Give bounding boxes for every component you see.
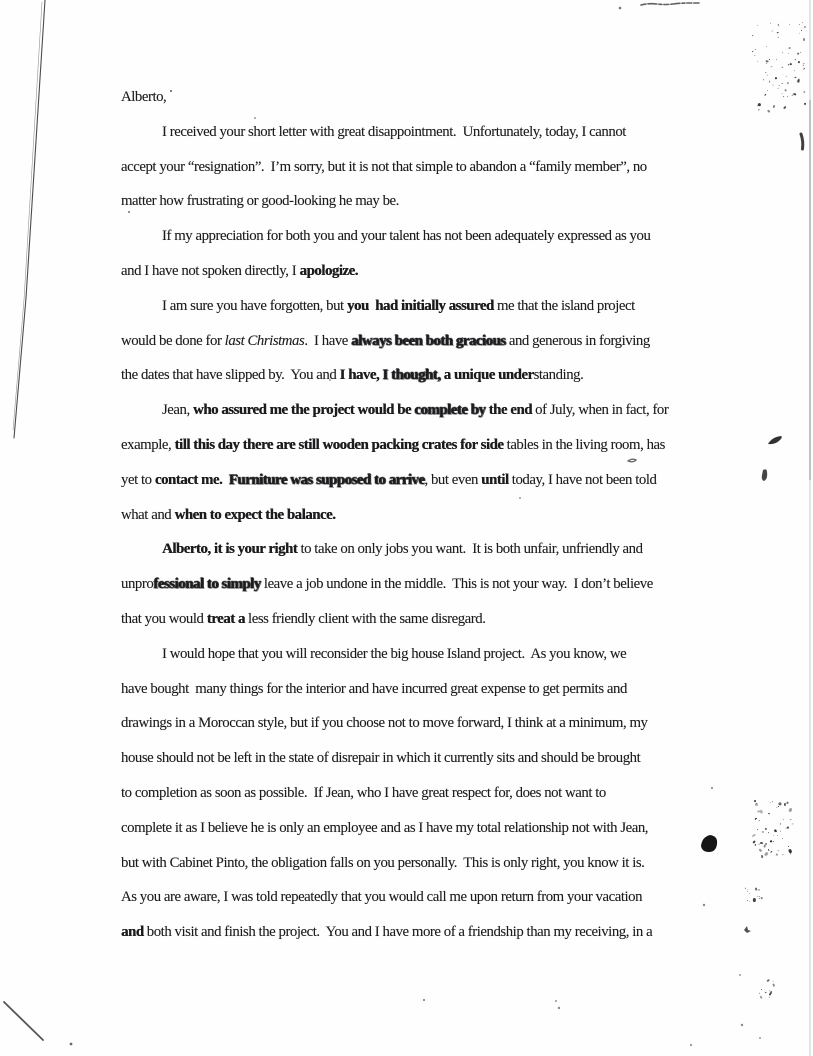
toner-speck — [762, 830, 765, 833]
toner-speck — [767, 90, 768, 91]
toner-speck — [772, 984, 774, 987]
letter-text-segment: standing. — [533, 367, 584, 384]
letter-text-segment: who assured me the project would be — [193, 402, 415, 419]
toner-speck — [749, 901, 750, 902]
toner-speck — [763, 845, 766, 848]
letter-text-segment: . I have — [304, 332, 352, 349]
toner-speck — [768, 813, 770, 815]
letter-text-segment: leave a job undone in the middle. This is not your way. I don’t believe — [260, 576, 653, 593]
toner-speck — [769, 991, 772, 995]
toner-speck — [781, 837, 782, 838]
toner-speck — [757, 25, 758, 26]
toner-speck — [773, 85, 774, 86]
toner-speck — [799, 24, 800, 25]
toner-speck — [758, 103, 761, 106]
letter-text-segment: I thought, — [382, 367, 441, 384]
toner-speck — [746, 891, 747, 892]
letter-text-segment: contact me. — [154, 471, 229, 488]
toner-speck — [748, 893, 749, 894]
toner-speck — [792, 823, 794, 825]
letter-line — [121, 86, 701, 121]
toner-speck — [766, 45, 767, 46]
toner-speck — [789, 819, 791, 820]
toner-speck — [775, 77, 778, 80]
letter-line — [121, 608, 701, 643]
toner-speck — [759, 993, 760, 994]
toner-speck — [759, 898, 760, 899]
toner-speck — [788, 808, 792, 812]
letter-text-segment: but with Cabinet Pinto, the obligation falls on you personally. This is only right, you know it is. — [121, 854, 645, 871]
letter-line — [121, 504, 701, 539]
toner-speck — [773, 981, 774, 982]
letter-line — [121, 434, 701, 469]
toner-speck — [755, 818, 757, 820]
dust-dot — [555, 1000, 557, 1002]
toner-speck — [788, 849, 792, 854]
letter-text-segment: I received your short letter with great disappointment. Unfortunately, today, I cannot — [162, 123, 626, 140]
toner-speck — [771, 993, 772, 994]
toner-speck — [766, 60, 769, 63]
toner-speck — [776, 807, 777, 808]
dust-dot — [739, 974, 741, 976]
toner-speck — [773, 829, 776, 832]
toner-speck — [765, 828, 768, 830]
toner-speck — [766, 991, 767, 992]
toner-speck — [758, 849, 761, 853]
letter-line — [121, 156, 701, 191]
toner-speck — [792, 95, 793, 96]
letter-text-segment: complete it as I believe he is only an employee and as I have my total relationship not with Jean, — [121, 819, 649, 836]
toner-speck — [776, 853, 778, 855]
letter-text-segment: today, I have not been told — [508, 471, 657, 488]
toner-speck — [756, 803, 757, 804]
toner-speck — [796, 80, 800, 84]
toner-speck — [757, 810, 760, 812]
toner-speck — [773, 835, 774, 836]
toner-speck — [789, 23, 790, 24]
letter-text-segment: the end — [485, 402, 532, 419]
toner-speck — [770, 802, 772, 804]
letter-text-segment: Jean, — [162, 402, 193, 419]
toner-speck — [758, 109, 760, 111]
toner-speck — [754, 54, 756, 56]
ink-speck-right-margin-lower — [762, 469, 767, 481]
toner-speck — [759, 844, 760, 845]
toner-speck — [776, 58, 777, 59]
toner-speck — [802, 22, 803, 23]
toner-speck — [754, 800, 757, 803]
toner-speck — [757, 896, 758, 897]
toner-speck — [803, 65, 804, 66]
dust-dot — [423, 999, 425, 1001]
letter-text-segment: that you would — [121, 610, 207, 627]
page-edge-line-right — [809, 0, 810, 1056]
dust-dot — [690, 1044, 692, 1046]
toner-smudge-mid-right — [752, 800, 794, 858]
letter-text-segment: Furniture was supposed to arrive — [228, 471, 425, 488]
letter-text-segment: example, — [121, 436, 175, 453]
scratch-line-top-left-ghost — [13, 2, 42, 430]
letter-line — [121, 886, 701, 921]
toner-speck — [753, 898, 756, 902]
toner-speck — [782, 67, 783, 68]
toner-speck — [759, 842, 762, 844]
letter-text-segment: till this day there are still wooden packing crates for side — [174, 436, 504, 453]
edge-dash-right — [801, 134, 803, 149]
toner-speck — [782, 52, 783, 53]
toner-speck — [755, 843, 757, 845]
toner-speck — [798, 79, 800, 82]
toner-speck — [755, 49, 756, 50]
toner-speck — [759, 820, 760, 821]
toner-speck — [788, 826, 790, 829]
letter-line — [121, 190, 701, 225]
letter-text-segment: As you are aware, I was told repeatedly that you would call me upon return from your vacation — [121, 889, 643, 906]
toner-speck — [759, 996, 762, 999]
dust-dot — [619, 7, 622, 10]
toner-speck — [764, 71, 766, 73]
toner-speck — [747, 889, 749, 891]
toner-speck — [787, 96, 788, 97]
toner-speck — [786, 76, 787, 77]
toner-speck — [795, 77, 797, 78]
toner-speck — [758, 809, 763, 814]
scratch-line-bottom-left — [4, 1002, 43, 1040]
toner-speck — [803, 102, 806, 105]
toner-speck — [752, 833, 756, 837]
letter-text-segment: yet to — [121, 471, 155, 488]
ink-speck-pen-tail — [744, 926, 751, 933]
toner-speck — [788, 47, 790, 49]
letter-body — [121, 86, 701, 956]
letter-line — [121, 678, 701, 713]
toner-speck — [780, 823, 782, 825]
toner-speck — [757, 888, 760, 891]
toner-speck — [771, 66, 773, 67]
toner-speck — [767, 979, 771, 982]
letter-line — [121, 747, 701, 782]
toner-speck — [753, 840, 756, 843]
toner-speck — [788, 846, 789, 847]
letter-line — [121, 469, 701, 504]
toner-speck — [770, 23, 771, 24]
letter-text-segment: I have, — [339, 367, 383, 384]
toner-speck — [778, 806, 779, 807]
toner-speck — [790, 853, 792, 855]
toner-speck — [745, 888, 746, 889]
toner-speck — [786, 82, 788, 84]
letter-line — [121, 538, 701, 573]
toner-speck — [782, 83, 783, 84]
letter-line — [121, 225, 701, 260]
letter-text-segment: matter how frustrating or good-looking he may be. — [121, 193, 399, 210]
toner-speck — [762, 79, 764, 80]
letter-text-segment: when to expect the balance. — [174, 506, 336, 523]
toner-speck — [761, 896, 763, 898]
letter-line — [121, 782, 701, 817]
letter-text-segment: to completion as soon as possible. If Jean, who I have great respect for, does not want to — [121, 784, 606, 801]
dust-dot — [759, 1037, 761, 1039]
toner-speck — [799, 33, 800, 34]
letter-line — [121, 712, 701, 747]
toner-speck — [769, 997, 770, 998]
toner-speck — [755, 888, 757, 891]
page-edge-line-right-dark-segment — [809, 100, 811, 480]
letter-text-segment: house should not be left in the state of disrepair in which it currently sits and should be brought — [121, 750, 641, 767]
letter-text-segment: tables in the living room, has — [503, 436, 665, 453]
toner-speck — [775, 829, 777, 831]
toner-speck — [803, 67, 805, 69]
toner-speck — [803, 37, 806, 41]
letter-text-segment: treat a — [206, 610, 245, 627]
dust-dot — [703, 904, 705, 906]
toner-speck — [788, 53, 789, 54]
letter-text-segment: If my appreciation for both you and your talent has not been adequately expressed as you — [162, 228, 651, 245]
letter-text-segment: and I have not spoken directly, I — [121, 262, 300, 279]
toner-speck — [752, 51, 753, 52]
toner-speck — [770, 851, 772, 853]
toner-speck-bottom-right — [758, 976, 776, 998]
toner-speck — [769, 840, 772, 842]
letter-text-segment: I am sure you have forgotten, but — [162, 297, 347, 314]
toner-speck — [779, 802, 782, 805]
letter-text-segment: always been both gracious — [351, 332, 506, 349]
toner-speck — [766, 63, 767, 64]
toner-speck — [784, 803, 786, 806]
toner-speck — [788, 64, 790, 66]
letter-text-segment: what and — [121, 506, 175, 523]
toner-speck — [777, 834, 778, 835]
toner-speck — [798, 61, 800, 63]
toner-speck — [773, 841, 774, 842]
letter-line — [121, 852, 701, 887]
dust-dot — [741, 1024, 743, 1026]
ink-speck-cluster-right — [744, 882, 766, 902]
letter-line — [121, 260, 701, 295]
letter-text-segment: would be done for — [121, 332, 225, 349]
toner-speck — [757, 829, 759, 831]
toner-speck — [765, 992, 766, 993]
letter-line — [121, 399, 701, 434]
toner-speck — [756, 817, 757, 818]
toner-speck — [767, 75, 768, 76]
toner-speck — [769, 81, 770, 83]
toner-speck — [778, 850, 780, 852]
letter-text-segment: to take on only jobs you want. It is both unfair, unfriendly and — [297, 541, 643, 558]
letter-text-segment: until — [481, 471, 509, 488]
toner-speck — [778, 24, 779, 25]
pen-scribble-top-edge — [641, 3, 699, 5]
toner-speck — [779, 85, 780, 86]
toner-smudge-top-right — [748, 22, 806, 114]
letter-line — [121, 121, 701, 156]
letter-text-segment: you had initially assured — [346, 297, 494, 314]
toner-speck — [785, 828, 786, 829]
toner-speck — [753, 900, 755, 902]
toner-speck — [793, 70, 794, 71]
letter-text-segment: of July, when in fact, for — [531, 402, 669, 419]
letter-line — [121, 330, 701, 365]
toner-speck — [796, 53, 798, 55]
toner-speck — [783, 819, 784, 820]
letter-text-segment: fessional to simply — [153, 576, 261, 593]
toner-speck — [780, 830, 781, 831]
toner-speck — [759, 896, 760, 897]
toner-speck — [768, 993, 771, 995]
toner-speck — [768, 849, 769, 850]
toner-speck — [768, 832, 769, 833]
toner-speck — [785, 88, 788, 91]
letter-line — [121, 643, 701, 678]
letter-text-segment: and — [121, 924, 144, 941]
toner-speck — [752, 35, 753, 36]
toner-speck — [768, 850, 770, 852]
toner-speck — [761, 850, 763, 852]
toner-speck — [794, 59, 795, 60]
toner-speck — [803, 26, 805, 28]
toner-speck — [782, 853, 784, 855]
toner-speck — [783, 105, 786, 108]
letter-text-segment: , but even — [424, 471, 482, 488]
toner-speck — [778, 88, 779, 89]
toner-speck — [765, 94, 767, 96]
toner-speck — [761, 855, 764, 858]
toner-speck — [772, 801, 773, 802]
toner-speck — [768, 59, 769, 60]
letter-line — [121, 364, 701, 399]
letter-line — [121, 295, 701, 330]
dust-dot — [558, 1007, 560, 1009]
toner-speck — [772, 104, 775, 107]
letter-line — [121, 921, 701, 956]
toner-speck — [778, 37, 779, 38]
toner-speck — [800, 52, 801, 54]
scratch-line-top-left — [14, 0, 45, 438]
letter-text-segment: both visit and finish the project. You and I have more of a friendship than my receiving, in a — [143, 924, 653, 941]
letter-text-segment: a unique under — [440, 367, 534, 384]
toner-speck — [801, 29, 803, 31]
letter-text-segment: less friendly client with the same disregard. — [244, 610, 486, 627]
toner-speck — [755, 803, 758, 806]
toner-speck — [765, 843, 768, 846]
letter-line — [121, 573, 701, 608]
letter-text-segment: I would hope that you will reconsider the big house Island project. As you know, we — [162, 645, 627, 662]
toner-speck — [803, 91, 806, 94]
letter-text-segment: and generous in forgiving — [505, 332, 650, 349]
toner-speck — [747, 900, 748, 901]
letter-text-segment: have bought many things for the interior and have incurred great expense to get permits and — [121, 680, 627, 697]
letter-text-segment: me that the island project — [493, 297, 635, 314]
letter-text-segment: apologize. — [299, 262, 358, 279]
toner-speck — [782, 93, 783, 94]
ink-blob-after-sentence — [701, 835, 717, 852]
toner-speck — [768, 990, 770, 992]
toner-speck — [787, 802, 789, 804]
letter-text-segment: last Christmas — [224, 332, 305, 349]
letter-text-segment: Alberto, — [121, 89, 167, 105]
dust-dot — [70, 1043, 73, 1046]
toner-speck — [793, 93, 796, 95]
toner-speck — [777, 32, 779, 33]
ink-speck-right-margin-upper — [768, 436, 782, 444]
letter-text-segment: drawings in a Moroccan style, but if you choose not to move forward, I think at a minimum, my — [121, 715, 648, 732]
toner-speck — [753, 51, 754, 52]
toner-speck — [756, 60, 758, 62]
toner-speck — [802, 63, 804, 65]
letter-line — [121, 817, 701, 852]
toner-speck — [790, 63, 793, 66]
letter-text-segment: the dates that have slipped by. You and — [121, 367, 340, 384]
letter-text-segment: complete by — [414, 402, 486, 419]
letter-text-segment: unpro — [121, 576, 154, 593]
toner-speck — [761, 988, 762, 989]
toner-speck — [783, 96, 785, 98]
letter-text-segment: Alberto, it is your right — [162, 541, 298, 558]
toner-speck — [768, 110, 771, 113]
toner-speck — [764, 851, 768, 856]
toner-speck — [757, 104, 758, 105]
dust-dot — [711, 787, 713, 789]
letter-text-segment: accept your “resignation”. I’m sorry, but it is not that simple to abandon a “family member”, no — [121, 158, 647, 175]
toner-speck — [772, 31, 773, 32]
toner-speck — [778, 25, 780, 27]
